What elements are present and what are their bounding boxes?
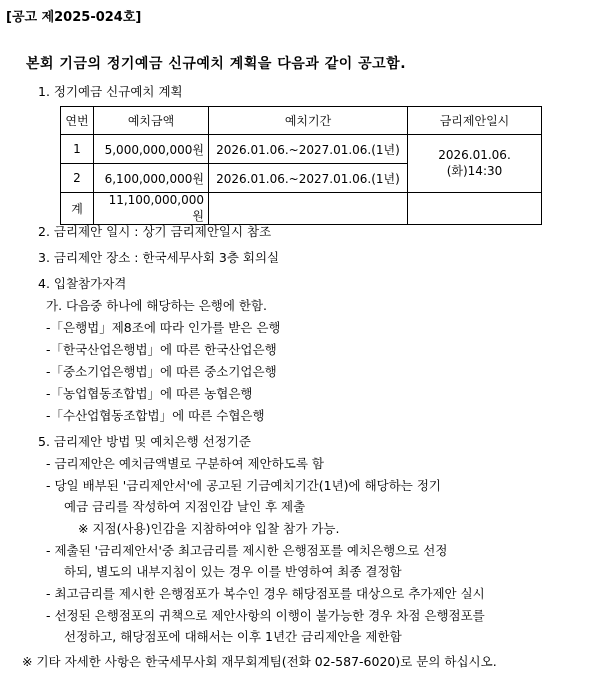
- section1-title: 1. 정기예금 신규예치 계획: [38, 84, 183, 99]
- empty-cell: [408, 193, 542, 225]
- row-period: 2026.01.06.~2027.01.06.(1년): [209, 164, 408, 193]
- section3-text: 3. 금리제안 장소 : 한국세무사회 3층 회의실: [38, 250, 280, 265]
- header-no: 연번: [61, 107, 94, 135]
- total-amount: 11,100,000,000원: [94, 193, 209, 225]
- eligibility-item: -「농업협동조합법」에 따른 농협은행: [46, 386, 253, 401]
- criteria-line: - 최고금리를 제시한 은행점포가 복수인 경우 해당점포를 대상으로 추가제안 실시: [46, 586, 485, 601]
- criteria-line: - 선정된 은행점포의 귀책으로 제안사항의 이행이 불가능한 경우 차점 은행점포를: [46, 608, 485, 623]
- criteria-note: ※ 지점(사용)인감을 지참하여야 입찰 참가 가능.: [78, 521, 340, 536]
- eligibility-item: -「한국산업은행법」에 따른 한국산업은행: [46, 342, 277, 357]
- criteria-line: - 당일 배부된 '금리제안서'에 공고된 기금예치기간(1년)에 해당하는 정기: [46, 478, 442, 493]
- header-period: 예치기간: [209, 107, 408, 135]
- criteria-line: - 금리제안은 예치금액별로 구분하여 제안하도록 함: [46, 456, 324, 471]
- empty-cell: [209, 193, 408, 225]
- section4-title: 4. 입찰참가자격: [38, 276, 127, 291]
- row-amount: 6,100,000,000원: [94, 164, 209, 193]
- total-label: 계: [61, 193, 94, 225]
- criteria-line: - 제출된 '금리제안서'중 최고금리를 제시한 은행점포를 예치은행으로 선정: [46, 543, 448, 558]
- eligibility-item: -「중소기업은행법」에 따른 중소기업은행: [46, 364, 277, 379]
- row-no: 1: [61, 135, 94, 164]
- row-no: 2: [61, 164, 94, 193]
- table-row: [61, 135, 542, 164]
- section5-title: 5. 금리제안 방법 및 예치은행 선정기준: [38, 434, 251, 449]
- criteria-line: 예금 금리를 작성하여 지점인감 날인 후 제출: [64, 499, 306, 514]
- section4-sub: 가. 다음중 하나에 해당하는 은행에 한함.: [46, 298, 268, 313]
- table-total-row: [61, 193, 542, 225]
- section2-text: 2. 금리제안 일시 : 상기 금리제안일시 참조: [38, 224, 272, 239]
- headline: 본회 기금의 정기예금 신규예치 계획을 다음과 같이 공고함.: [26, 56, 407, 72]
- deposit-plan-table: [60, 106, 542, 225]
- notice-number: [공고 제2025-024호]: [6, 10, 142, 25]
- proposal-datetime: 2026.01.06.(화)14:30: [408, 135, 542, 193]
- footnote: ※ 기타 자세한 사항은 한국세무사회 재무회계팀(전화 02-587-6020)로 문의 하십시오.: [22, 654, 497, 669]
- eligibility-item: -「수산업협동조합법」에 따른 수협은행: [46, 408, 265, 423]
- header-proposal-datetime: 금리제안일시: [408, 107, 542, 135]
- criteria-line: 하되, 별도의 내부지침이 있는 경우 이를 반영하여 최종 결정함: [64, 564, 402, 579]
- row-period: 2026.01.06.~2027.01.06.(1년): [209, 135, 408, 164]
- eligibility-item: -「은행법」제8조에 따라 인가를 받은 은행: [46, 320, 281, 335]
- criteria-line: 선정하고, 해당점포에 대해서는 이후 1년간 금리제안을 제한함: [64, 629, 402, 644]
- header-amount: 예치금액: [94, 107, 209, 135]
- row-amount: 5,000,000,000원: [94, 135, 209, 164]
- table-header-row: [61, 107, 542, 135]
